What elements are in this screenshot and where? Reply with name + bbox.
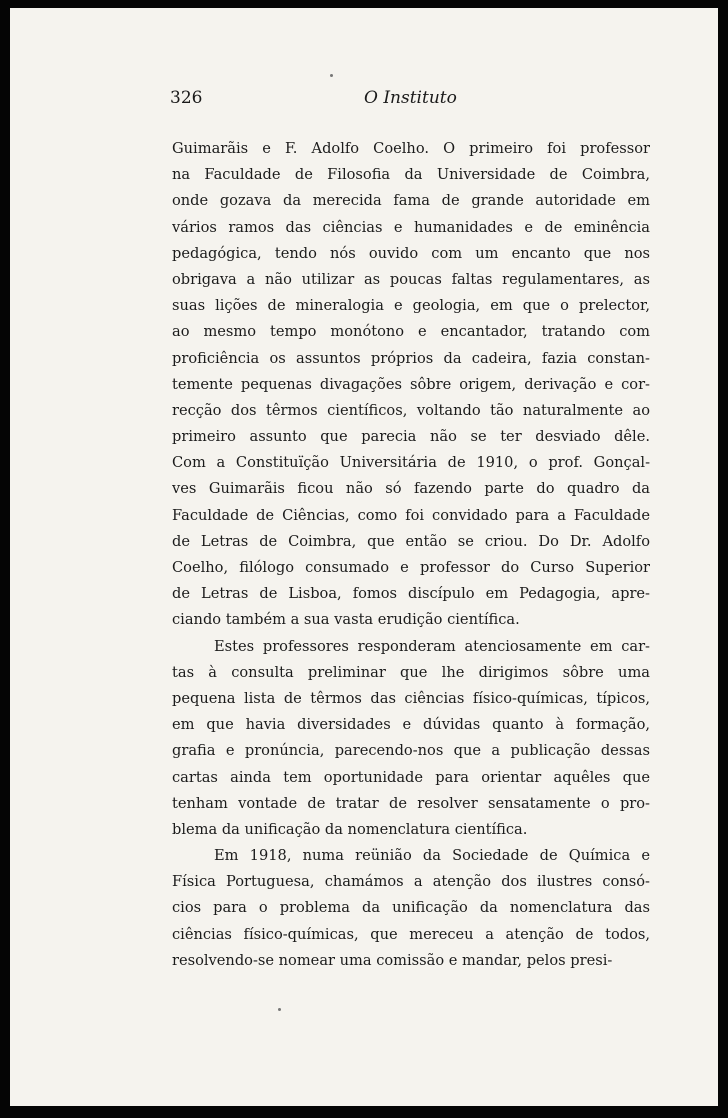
text-line: tenham vontade de tratar de resolver sensatamente o pro- xyxy=(172,794,650,812)
page-number: 326 xyxy=(170,88,203,108)
text-line: ao mesmo tempo monótono e encantador, tratando com xyxy=(172,323,650,341)
text-line: cios para o problema da unificação da nomenclatura das xyxy=(172,899,650,917)
paragraph xyxy=(172,843,650,974)
text-line: onde gozava da merecida fama de grande autoridade em xyxy=(172,192,650,210)
text-line: Guimarãis e F. Adolfo Coelho. O primeiro foi professor xyxy=(172,140,650,157)
text-line: de Letras de Coimbra, que então se criou. Do Dr. Adolfo xyxy=(172,532,650,550)
text-line: cartas ainda tem oportunidade para orientar aquêles que xyxy=(172,768,650,786)
text-line: vários ramos das ciências e humanidades e de eminência xyxy=(172,218,650,236)
body-text xyxy=(172,136,650,974)
text-line: Faculdade de Ciências, como foi convidado para a Faculdade xyxy=(172,506,650,524)
text-line: em que havia diversidades e dúvidas quanto à formação, xyxy=(172,716,650,734)
paragraph xyxy=(172,136,650,634)
text-line: pedagógica, tendo nós ouvido com um encanto que nos xyxy=(172,244,650,262)
text-line: grafia e pronúncia, parecendo-nos que a publicação dessas xyxy=(172,742,650,760)
text-line: ciando também a sua vasta erudição científica. xyxy=(172,611,520,629)
text-line: suas lições de mineralogia e geologia, em que o prelector, xyxy=(172,297,650,315)
text-line: blema da unificação da nomenclatura científica. xyxy=(172,820,528,838)
text-line: primeiro assunto que parecia não se ter desviado dêle. xyxy=(172,428,650,446)
text-line: obrigava a não utilizar as poucas faltas regulamentares, as xyxy=(172,270,650,288)
running-title: O Instituto xyxy=(364,88,457,108)
scan-speck xyxy=(278,1008,281,1011)
page-header xyxy=(10,88,718,116)
text-line: pequena lista de têrmos das ciências físico-químicas, típicos, xyxy=(172,689,650,707)
text-line: ves Guimarãis ficou não só fazendo parte do quadro da xyxy=(172,480,650,498)
text-line: recção dos têrmos científicos, voltando tão naturalmente ao xyxy=(172,401,650,419)
text-line: proficiência os assuntos próprios da cadeira, fazia constan- xyxy=(172,349,650,367)
text-line: ciências físico-químicas, que mereceu a atenção de todos, xyxy=(172,925,650,943)
text-line: Física Portuguesa, chamámos a atenção dos ilustres consó- xyxy=(172,873,650,891)
book-page xyxy=(10,8,718,1106)
text-line: Estes professores responderam atenciosamente em car- xyxy=(214,637,650,655)
text-line: temente pequenas divagações sôbre origem, derivação e cor- xyxy=(172,375,650,393)
text-line: de Letras de Lisboa, fomos discípulo em Pedagogia, apre- xyxy=(172,585,650,603)
text-line: resolvendo-se nomear uma comissão e mandar, pelos presi- xyxy=(172,951,613,969)
text-line: na Faculdade de Filosofia da Universidade de Coimbra, xyxy=(172,166,650,184)
paragraph xyxy=(172,634,650,844)
text-line: Com a Constituïção Universitária de 1910, o prof. Gonçal- xyxy=(172,454,650,472)
scan-speck xyxy=(330,74,333,77)
text-line: Coelho, filólogo consumado e professor do Curso Superior xyxy=(172,559,650,576)
text-line: tas à consulta preliminar que lhe dirigimos sôbre uma xyxy=(172,663,650,681)
text-line: Em 1918, numa reünião da Sociedade de Química e xyxy=(214,847,650,865)
